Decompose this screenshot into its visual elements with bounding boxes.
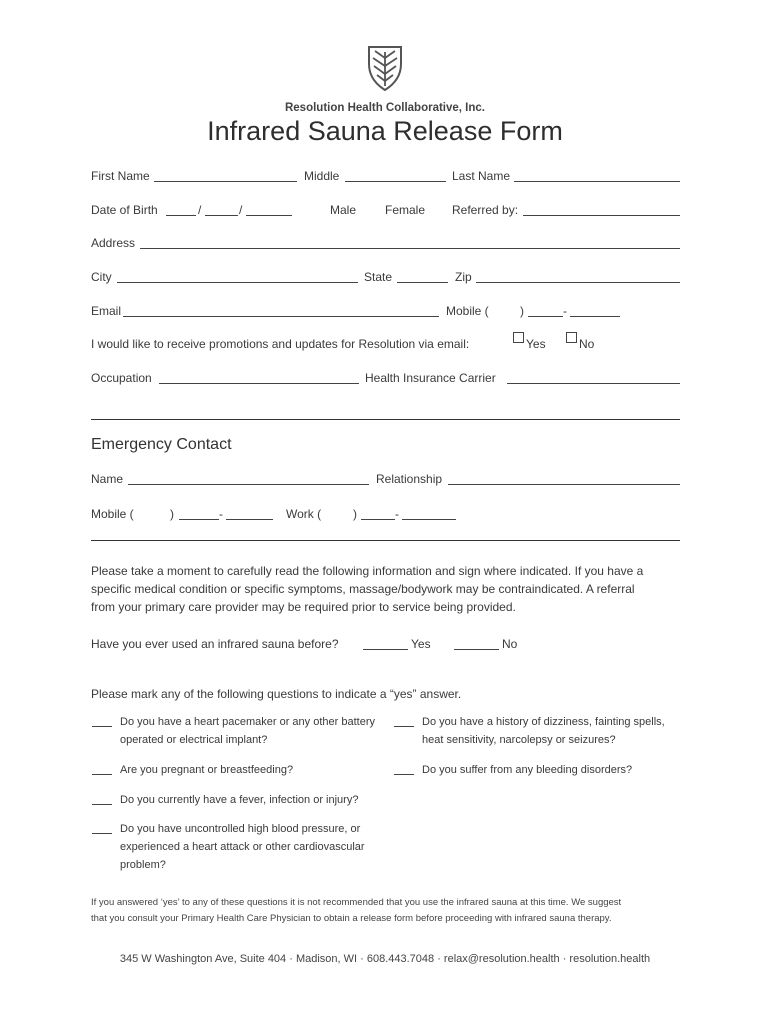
sauna-question: Have you ever used an infrared sauna before? — [91, 637, 339, 651]
question-checkbox-blank[interactable] — [394, 726, 414, 727]
question-line: experienced a heart attack or other cardiovascular — [120, 841, 365, 853]
zip-label: Zip — [455, 270, 472, 284]
question-bleeding: Do you suffer from any bleeding disorders? — [422, 764, 633, 776]
emergency-work-paren: ) — [353, 507, 357, 521]
promo-no-label: No — [579, 337, 595, 351]
occupation-field[interactable] — [159, 383, 359, 384]
emergency-mobile-label: Mobile ( — [91, 507, 134, 521]
form-title: Infrared Sauna Release Form — [207, 116, 563, 146]
zip-field[interactable] — [476, 282, 680, 283]
section-divider — [91, 540, 680, 541]
relationship-field[interactable] — [448, 484, 680, 485]
address-label: Address — [91, 236, 136, 250]
promotions-label: I would like to receive promotions and updates for Resolution via email: — [91, 337, 470, 351]
emergency-work-label: Work ( — [286, 507, 322, 521]
question-dizziness — [422, 713, 665, 749]
leaf-shield-icon — [366, 44, 404, 92]
emergency-mobile-paren: ) — [170, 507, 174, 521]
company-name: Resolution Health Collaborative, Inc. — [284, 102, 485, 114]
question-checkbox-blank[interactable] — [92, 804, 112, 805]
question-line: heat sensitivity, narcolepsy or seizures? — [422, 734, 616, 746]
emergency-name-field[interactable] — [128, 484, 369, 485]
disclaimer-line: that you consult your Primary Health Care Physician to obtain a release form before proceeding with infrared sauna therapy. — [91, 913, 612, 924]
first-name-field[interactable] — [154, 181, 297, 182]
state-field[interactable] — [397, 282, 448, 283]
middle-name-field[interactable] — [345, 181, 446, 182]
sauna-no-blank[interactable] — [454, 649, 499, 650]
email-field[interactable] — [123, 316, 439, 317]
occupation-label: Occupation — [91, 371, 152, 385]
question-line: Do you have a heart pacemaker or any other battery — [120, 716, 375, 728]
info-paragraph — [91, 562, 691, 616]
promo-yes-checkbox[interactable] — [513, 332, 524, 343]
question-fever: Do you currently have a fever, infection or injury? — [120, 794, 359, 806]
dob-month-field[interactable] — [166, 215, 196, 216]
mark-instructions: Please mark any of the following questions to indicate a “yes” answer. — [91, 687, 462, 701]
emergency-contact-title: Emergency Contact — [91, 436, 232, 453]
emergency-mobile-prefix-field[interactable] — [179, 519, 219, 520]
relationship-label: Relationship — [376, 472, 443, 486]
promo-yes-label: Yes — [526, 337, 546, 351]
city-field[interactable] — [117, 282, 358, 283]
emergency-mobile-number-field[interactable] — [226, 519, 273, 520]
city-label: City — [91, 270, 112, 284]
male-option[interactable]: Male — [330, 203, 357, 217]
question-blood-pressure — [120, 820, 365, 874]
emergency-work-number-field[interactable] — [402, 519, 456, 520]
emergency-mobile-dash: - — [219, 507, 223, 521]
mobile-label: Mobile ( — [446, 304, 489, 318]
sauna-yes-label: Yes — [411, 637, 431, 651]
question-pacemaker — [120, 713, 375, 749]
last-name-field[interactable] — [514, 181, 680, 182]
sauna-no-label: No — [502, 637, 518, 651]
dob-separator: / — [198, 203, 202, 217]
emergency-name-label: Name — [91, 472, 124, 486]
question-line: operated or electrical implant? — [120, 734, 268, 746]
first-name-label: First Name — [91, 169, 150, 183]
disclaimer-line: If you answered ‘yes’ to any of these questions it is not recommended that you use the infrared sauna at this time. We suggest — [91, 897, 622, 908]
question-line: Do you have a history of dizziness, fainting spells, — [422, 716, 665, 728]
mobile-dash: - — [563, 304, 567, 318]
question-checkbox-blank[interactable] — [92, 726, 112, 727]
dob-separator: / — [239, 203, 243, 217]
question-checkbox-blank[interactable] — [92, 774, 112, 775]
sauna-yes-blank[interactable] — [363, 649, 408, 650]
mobile-prefix-field[interactable] — [528, 316, 563, 317]
question-line: problem? — [120, 859, 166, 871]
info-line: Please take a moment to carefully read the following information and sign where indicated. If you have a — [91, 564, 644, 578]
referred-by-field[interactable] — [523, 215, 680, 216]
emergency-work-prefix-field[interactable] — [361, 519, 395, 520]
section-divider — [91, 419, 680, 420]
female-option[interactable]: Female — [385, 203, 426, 217]
question-pregnant: Are you pregnant or breastfeeding? — [120, 764, 294, 776]
footer-contact: 345 W Washington Ave, Suite 404 · Madison, WI · 608.443.7048 · relax@resolution.health · resolution.health — [119, 953, 651, 965]
state-label: State — [364, 270, 393, 284]
insurance-field[interactable] — [507, 383, 680, 384]
disclaimer — [91, 895, 621, 927]
question-checkbox-blank[interactable] — [92, 833, 112, 834]
info-line: from your primary care provider may be required prior to service being provided. — [91, 600, 516, 614]
dob-year-field[interactable] — [246, 215, 292, 216]
middle-name-label: Middle — [304, 169, 340, 183]
info-line: specific medical condition or specific symptoms, massage/bodywork may be contraindicated. A referral — [91, 582, 635, 596]
question-checkbox-blank[interactable] — [394, 774, 414, 775]
insurance-label: Health Insurance Carrier — [365, 371, 496, 385]
dob-label: Date of Birth — [91, 203, 158, 217]
mobile-number-field[interactable] — [570, 316, 620, 317]
emergency-work-dash: - — [395, 507, 399, 521]
referred-by-label: Referred by: — [452, 203, 519, 217]
question-line: Do you have uncontrolled high blood pressure, or — [120, 823, 361, 835]
promo-no-checkbox[interactable] — [566, 332, 577, 343]
dob-day-field[interactable] — [205, 215, 238, 216]
mobile-paren: ) — [520, 304, 524, 318]
address-field[interactable] — [140, 248, 680, 249]
last-name-label: Last Name — [452, 169, 511, 183]
email-label: Email — [91, 304, 122, 318]
